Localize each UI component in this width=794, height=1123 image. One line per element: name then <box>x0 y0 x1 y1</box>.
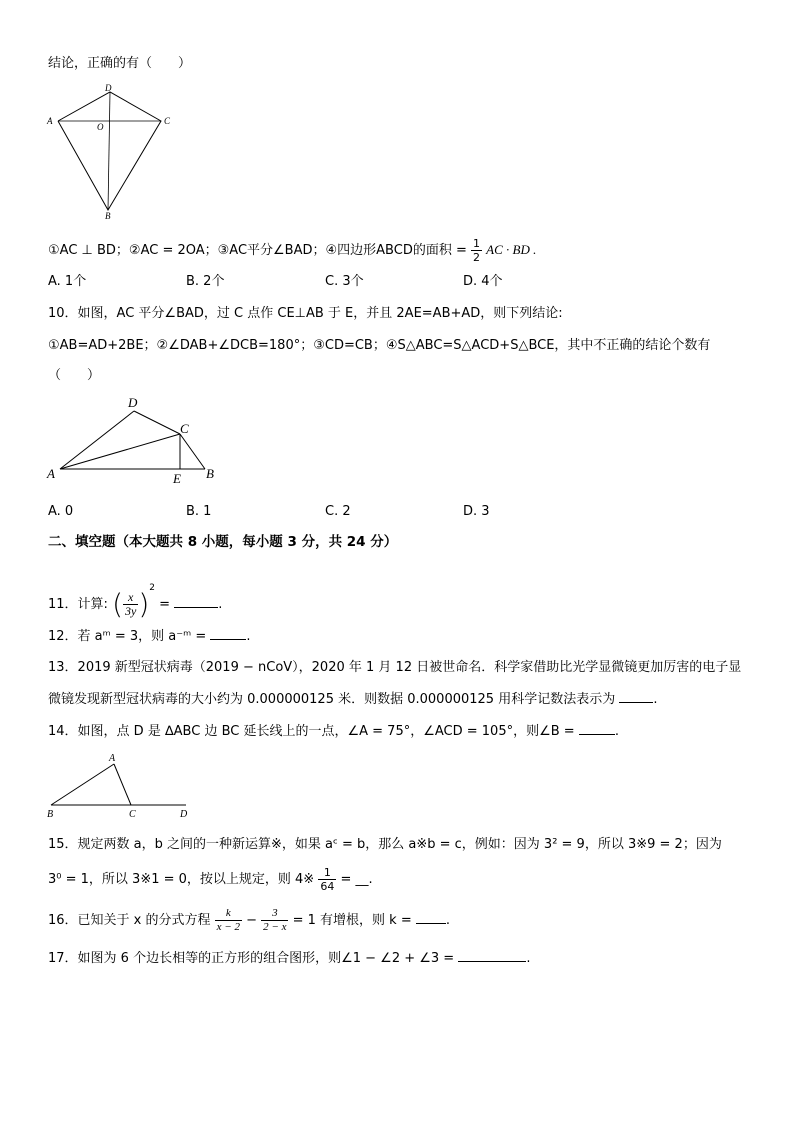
q10-label-A: A <box>47 466 55 481</box>
q10-bracket: （ ） <box>48 368 101 383</box>
q16-tail: . <box>445 913 451 928</box>
q10-option-d[interactable]: D. 3 <box>463 504 490 519</box>
q16-fraction-1 <box>215 907 242 934</box>
q16-post: = 1 有增根，则 k = <box>292 913 412 928</box>
q9-tail: 结论，正确的有（ ） <box>48 56 192 71</box>
q16-f1-den: x − 2 <box>216 921 240 933</box>
q10-label-B: B <box>206 466 214 481</box>
q16-f2-num: 3 <box>261 907 288 921</box>
q11-fraction <box>123 591 138 618</box>
q11-den: 3y <box>125 604 137 618</box>
q9-frac-den: 2 <box>473 251 480 264</box>
q10-label-D: D <box>128 395 138 410</box>
q11 <box>48 568 223 621</box>
q9-conclusions <box>48 237 536 264</box>
q12-tail: . <box>246 629 251 644</box>
q9-label-A: A <box>47 116 53 126</box>
q11-paren-right: ) <box>138 587 150 621</box>
q15-line2 <box>48 866 373 894</box>
q11-answer-blank[interactable] <box>174 595 218 608</box>
q10-stem: 10．如图，AC 平分∠BAD，过 C 点作 CE⊥AB 于 E，并且 2AE=AB+AD，则下列结论: <box>48 306 563 321</box>
q9-label-B: B <box>105 211 111 221</box>
q15-line1: 15．规定两数 a，b 之间的一种新运算※，如果 aᶜ = b，那么 a※b = c，例如：因为 3² = 9，所以 3※9 = 2；因为 <box>48 837 722 852</box>
q14-label-A: A <box>109 753 116 764</box>
q12-answer-blank[interactable] <box>210 627 246 640</box>
q9-option-b[interactable]: B. 2个 <box>186 274 225 289</box>
q16-fraction-2 <box>261 907 288 934</box>
q9-fraction <box>471 237 482 264</box>
q13-tail: . <box>653 692 658 707</box>
q12-text: 12．若 aᵐ = 3，则 a⁻ᵐ = <box>48 629 207 644</box>
q11-tail: . <box>218 597 223 612</box>
q9-label-C: C <box>164 116 171 126</box>
q9-frac-num: 1 <box>473 237 480 250</box>
q14-label-D: D <box>180 809 188 820</box>
q10-label-C: C <box>180 421 189 436</box>
q13-answer-blank[interactable] <box>619 690 653 703</box>
q17-tail: . <box>526 951 531 966</box>
q14 <box>48 722 619 741</box>
q15-line2-post: = __. <box>340 872 373 887</box>
q17-answer-blank[interactable] <box>458 949 526 962</box>
q14-label-B: B <box>47 809 54 820</box>
q11-num: x <box>123 591 138 605</box>
q16-f2-den: 2 − x <box>263 921 287 933</box>
q14-text: 14．如图，点 D 是 ∆ABC 边 BC 延长线上的一点，∠A = 75°，∠ACD = 105°，则∠B = <box>48 724 575 739</box>
q16-pre: 16．已知关于 x 的分式方程 <box>48 913 211 928</box>
q15-line2-pre: 3⁰ = 1，所以 3※1 = 0，按以上规定，则 4※ <box>48 872 315 887</box>
q16-minus: − <box>246 913 258 928</box>
q13-line2 <box>48 690 658 709</box>
q9-label-D: D <box>105 83 112 93</box>
q11-prefix: 11．计算: <box>48 597 108 612</box>
q16-f1-num: k <box>215 907 242 921</box>
q10-label-E: E <box>173 471 181 486</box>
q15-frac-den: 64 <box>320 880 335 893</box>
q9-option-a[interactable]: A. 1个 <box>48 274 87 289</box>
q11-equals: = <box>159 597 171 612</box>
q15-frac-num: 1 <box>318 866 336 880</box>
q15-fraction <box>318 866 336 893</box>
q16 <box>48 906 450 936</box>
q17-text: 17．如图为 6 个边长相等的正方形的组合图形，则∠1 − ∠2 + ∠3 = <box>48 951 455 966</box>
q9-option-d[interactable]: D. 4个 <box>463 274 503 289</box>
q9-option-c[interactable]: C. 3个 <box>325 274 364 289</box>
q16-answer-blank[interactable] <box>416 911 446 924</box>
q9-figure-kite <box>44 82 184 222</box>
q12 <box>48 627 251 646</box>
q14-tail: . <box>614 724 619 739</box>
section-2-title: 二、填空题（本大题共 8 小题，每小题 3 分，共 24 分） <box>48 534 398 550</box>
q14-answer-blank[interactable] <box>579 722 615 735</box>
q9-conclusions-text: ①AC ⊥ BD；②AC = 2OA；③AC平分∠BAD；④四边形ABCD的面积 = <box>48 243 467 258</box>
q17 <box>48 949 530 968</box>
q10-conclusions: ①AB=AD+2BE；②∠DAB+∠DCB=180°；③CD=CB；④S△ABC=S△ACD+S△BCE，其中不正确的结论个数有 <box>48 338 711 353</box>
q10-option-a[interactable]: A. 0 <box>48 504 74 519</box>
q10-figure <box>40 392 230 492</box>
q9-label-O: O <box>97 122 104 132</box>
q14-label-C: C <box>129 809 136 820</box>
q10-option-c[interactable]: C. 2 <box>325 504 351 519</box>
q11-exponent: 2 <box>149 583 156 593</box>
q11-paren-left: ( <box>112 587 124 621</box>
q9-area-tail: AC · BD . <box>486 242 537 257</box>
q14-figure <box>44 750 194 822</box>
q10-option-b[interactable]: B. 1 <box>186 504 212 519</box>
q13-line2-text: 微镜发现新型冠状病毒的大小约为 0.000000125 米．则数据 0.000000125 用科学记数法表示为 <box>48 692 616 707</box>
q13-line1: 13．2019 新型冠状病毒（2019 − nCoV），2020 年 1 月 12 日被世命名．科学家借助比光学显微镜更加厉害的电子显 <box>48 660 742 675</box>
